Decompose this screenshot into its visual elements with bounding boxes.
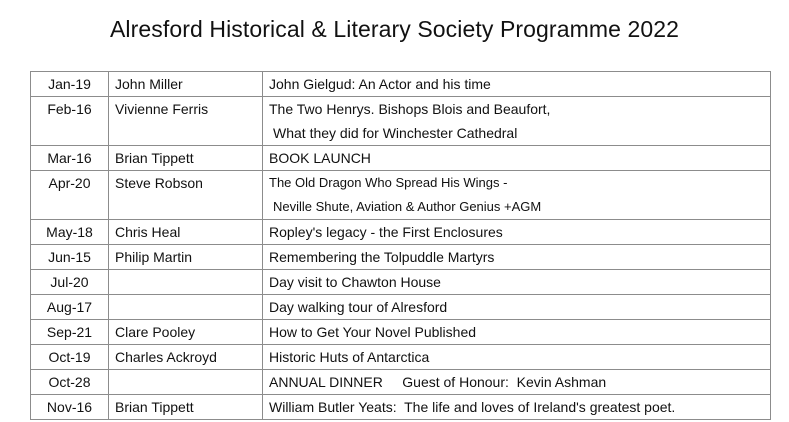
date-cell: Sep-21 <box>31 320 109 345</box>
talk-line: Ropley's legacy - the First Enclosures <box>269 224 503 240</box>
table-row <box>31 320 771 345</box>
programme-table <box>30 71 771 420</box>
table-row <box>31 146 771 171</box>
talk-cell <box>263 146 771 171</box>
speaker-cell: Clare Pooley <box>109 320 263 345</box>
table-row <box>31 220 771 245</box>
speaker-cell: Brian Tippett <box>109 395 263 420</box>
date-cell: May-18 <box>31 220 109 245</box>
talk-line: William Butler Yeats: The life and loves of Ireland's greatest poet. <box>269 399 676 415</box>
talk-line: ANNUAL DINNER Guest of Honour: Kevin Ashman <box>269 374 607 390</box>
date-cell: Mar-16 <box>31 146 109 171</box>
table-row <box>31 97 771 146</box>
talk-line: What they did for Winchester Cathedral <box>273 125 518 141</box>
talk-cell <box>263 97 771 146</box>
date-cell: Jan-19 <box>31 72 109 97</box>
speaker-cell: Chris Heal <box>109 220 263 245</box>
table-row <box>31 270 771 295</box>
date-cell: Feb-16 <box>31 97 109 146</box>
speaker-cell: Vivienne Ferris <box>109 97 263 146</box>
speaker-cell: Charles Ackroyd <box>109 345 263 370</box>
talk-cell <box>263 370 771 395</box>
talk-cell <box>263 295 771 320</box>
table-row <box>31 245 771 270</box>
talk-cell <box>263 320 771 345</box>
table-row <box>31 72 771 97</box>
speaker-cell <box>109 295 263 320</box>
talk-line: Day visit to Chawton House <box>269 274 441 290</box>
talk-line: Neville Shute, Aviation & Author Genius +AGM <box>273 199 542 214</box>
speaker-cell: Steve Robson <box>109 171 263 220</box>
speaker-cell <box>109 370 263 395</box>
date-cell: Oct-19 <box>31 345 109 370</box>
date-cell: Oct-28 <box>31 370 109 395</box>
talk-cell <box>263 171 771 220</box>
date-cell: Nov-16 <box>31 395 109 420</box>
speaker-cell: John Miller <box>109 72 263 97</box>
date-cell: Jun-15 <box>31 245 109 270</box>
table-row <box>31 295 771 320</box>
talk-cell <box>263 270 771 295</box>
date-cell: Jul-20 <box>31 270 109 295</box>
talk-line: The Two Henrys. Bishops Blois and Beaufort, <box>269 101 551 117</box>
speaker-cell: Philip Martin <box>109 245 263 270</box>
talk-line: John Gielgud: An Actor and his time <box>269 76 491 92</box>
talk-line: Remembering the Tolpuddle Martyrs <box>269 249 495 265</box>
date-cell: Aug-17 <box>31 295 109 320</box>
speaker-cell: Brian Tippett <box>109 146 263 171</box>
date-cell: Apr-20 <box>31 171 109 220</box>
talk-cell <box>263 245 771 270</box>
talk-cell <box>263 395 771 420</box>
table-row <box>31 171 771 220</box>
talk-cell <box>263 72 771 97</box>
talk-line: Day walking tour of Alresford <box>269 299 448 315</box>
talk-line: Historic Huts of Antarctica <box>269 349 430 365</box>
talk-cell <box>263 345 771 370</box>
talk-line: How to Get Your Novel Published <box>269 324 477 340</box>
talk-line: The Old Dragon Who Spread His Wings - <box>269 175 508 190</box>
table-row <box>31 395 771 420</box>
talk-line: BOOK LAUNCH <box>269 150 371 166</box>
table-row <box>31 345 771 370</box>
page-title: Alresford Historical & Literary Society Programme 2022 <box>109 16 680 42</box>
talk-cell <box>263 220 771 245</box>
speaker-cell <box>109 270 263 295</box>
table-row <box>31 370 771 395</box>
